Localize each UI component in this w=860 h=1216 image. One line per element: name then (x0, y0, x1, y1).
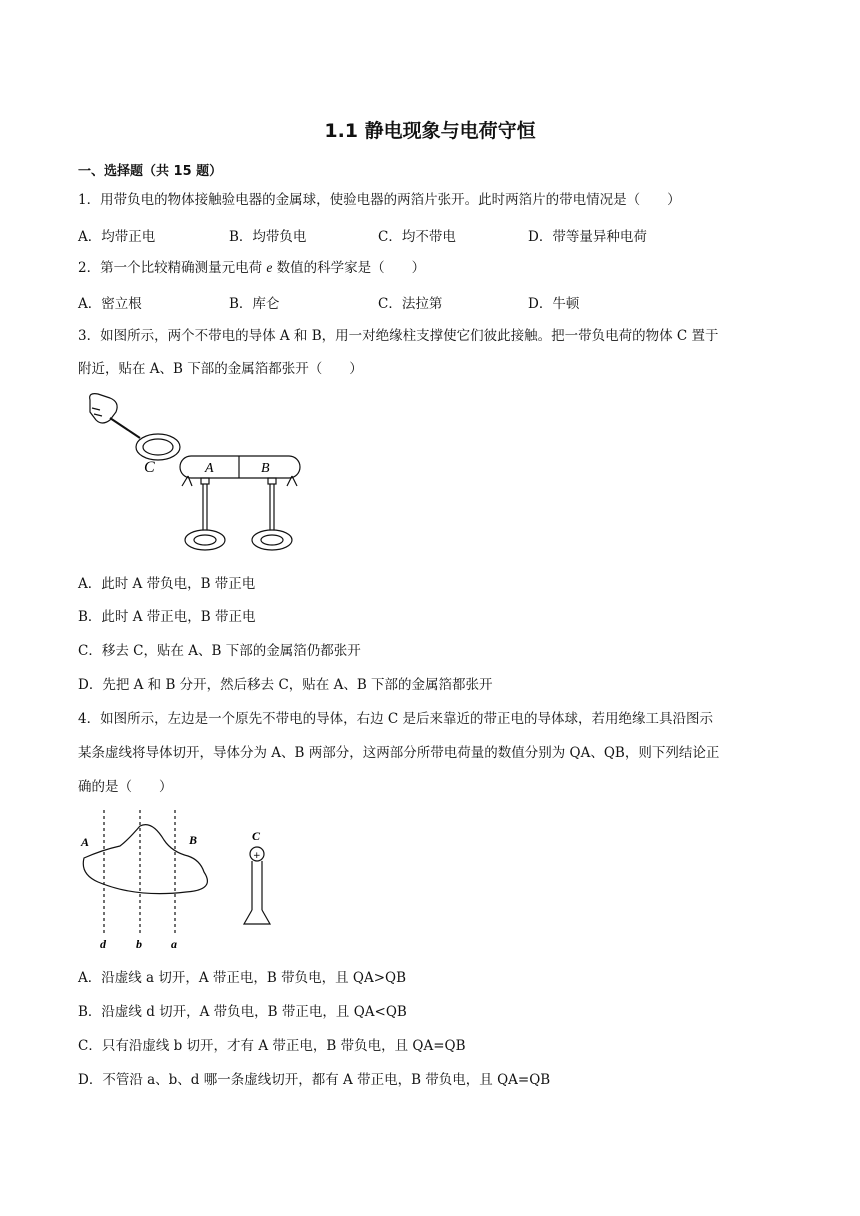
question-2-option-a: A．密立根 (78, 296, 142, 312)
question-4-option-a: A．沿虚线 a 切开，A 带正电，B 带负电，且 QA>QB (78, 970, 407, 986)
question-3-option-a: A．此时 A 带负电，B 带正电 (78, 576, 256, 592)
figure-label-b: B (189, 833, 198, 847)
question-2-stem-variable: e (266, 260, 273, 275)
figure-label-b-line: b (136, 937, 142, 951)
question-3-stem-line2: 附近，贴在 A、B 下部的金属箔都张开（ ） (78, 361, 363, 377)
question-3-stem-line1: 3．如图所示，两个不带电的导体 A 和 B，用一对绝缘柱支撑使它们彼此接触。把一带负电荷的物体 C 置于 (78, 328, 719, 344)
conductor-ab (180, 456, 300, 478)
question-4-option-b: B．沿虚线 d 切开，A 带负电，B 带正电，且 QA<QB (78, 1004, 407, 1020)
page-title: 1.1 静电现象与电荷守恒 (324, 120, 536, 142)
question-2-option-d: D．牛顿 (528, 296, 580, 312)
question-1-stem: 1．用带负电的物体接触验电器的金属球，使验电器的两箔片张开。此时两箔片的带电情况是（ ） (78, 192, 681, 208)
figure-label-a: A (205, 461, 214, 476)
figure-label-a: A (81, 835, 90, 849)
question-2-option-c: C．法拉第 (378, 296, 443, 312)
question-2-stem-part2: 数值的科学家是（ ） (272, 260, 426, 276)
question-2-stem-part1: 2．第一个比较精确测量元电荷 (78, 260, 267, 276)
question-4-stem-line1: 4．如图所示，左边是一个原先不带电的导体，右边 C 是后来靠近的带正电的导体球，若用绝缘工具沿图示 (78, 711, 713, 727)
question-1-option-c: C．均不带电 (378, 229, 456, 245)
figure-label-c: C (252, 829, 261, 843)
question-1-option-d: D．带等量异种电荷 (528, 229, 647, 245)
question-4-stem-line2: 某条虚线将导体切开，导体分为 A、B 两部分，这两部分所带电荷量的数值分别为 QA、QB，则下列结论正 (78, 745, 720, 761)
question-4-figure (76, 806, 296, 956)
ring-c-inner (143, 439, 173, 455)
figure-label-c: C (144, 459, 155, 476)
question-3-option-d: D．先把 A 和 B 分开，然后移去 C，贴在 A、B 下部的金属箔都张开 (78, 677, 493, 693)
figure-label-a-line: a (171, 937, 177, 951)
plus-sign: + (253, 851, 261, 861)
figure-label-b: B (261, 461, 270, 476)
question-4-option-d: D．不管沿 a、b、d 哪一条虚线切开，都有 A 带正电，B 带负电，且 QA=QB (78, 1072, 551, 1088)
question-4-stem-line3: 确的是（ ） (78, 779, 173, 795)
figure-label-d: d (100, 937, 106, 951)
question-3-option-c: C．移去 C，贴在 A、B 下部的金属箔仍都张开 (78, 643, 361, 659)
question-2-stem (78, 258, 425, 278)
question-4-option-c: C．只有沿虚线 b 切开，才有 A 带正电，B 带负电，且 QA=QB (78, 1038, 466, 1054)
question-3-option-b: B．此时 A 带正电，B 带正电 (78, 609, 256, 625)
section-heading: 一、选择题（共 15 题） (78, 164, 223, 179)
question-2-option-b: B．库仑 (229, 296, 280, 312)
question-3-figure (80, 390, 320, 560)
question-1-option-a: A．均带正电 (78, 229, 156, 245)
question-1-option-b: B．均带负电 (229, 229, 307, 245)
